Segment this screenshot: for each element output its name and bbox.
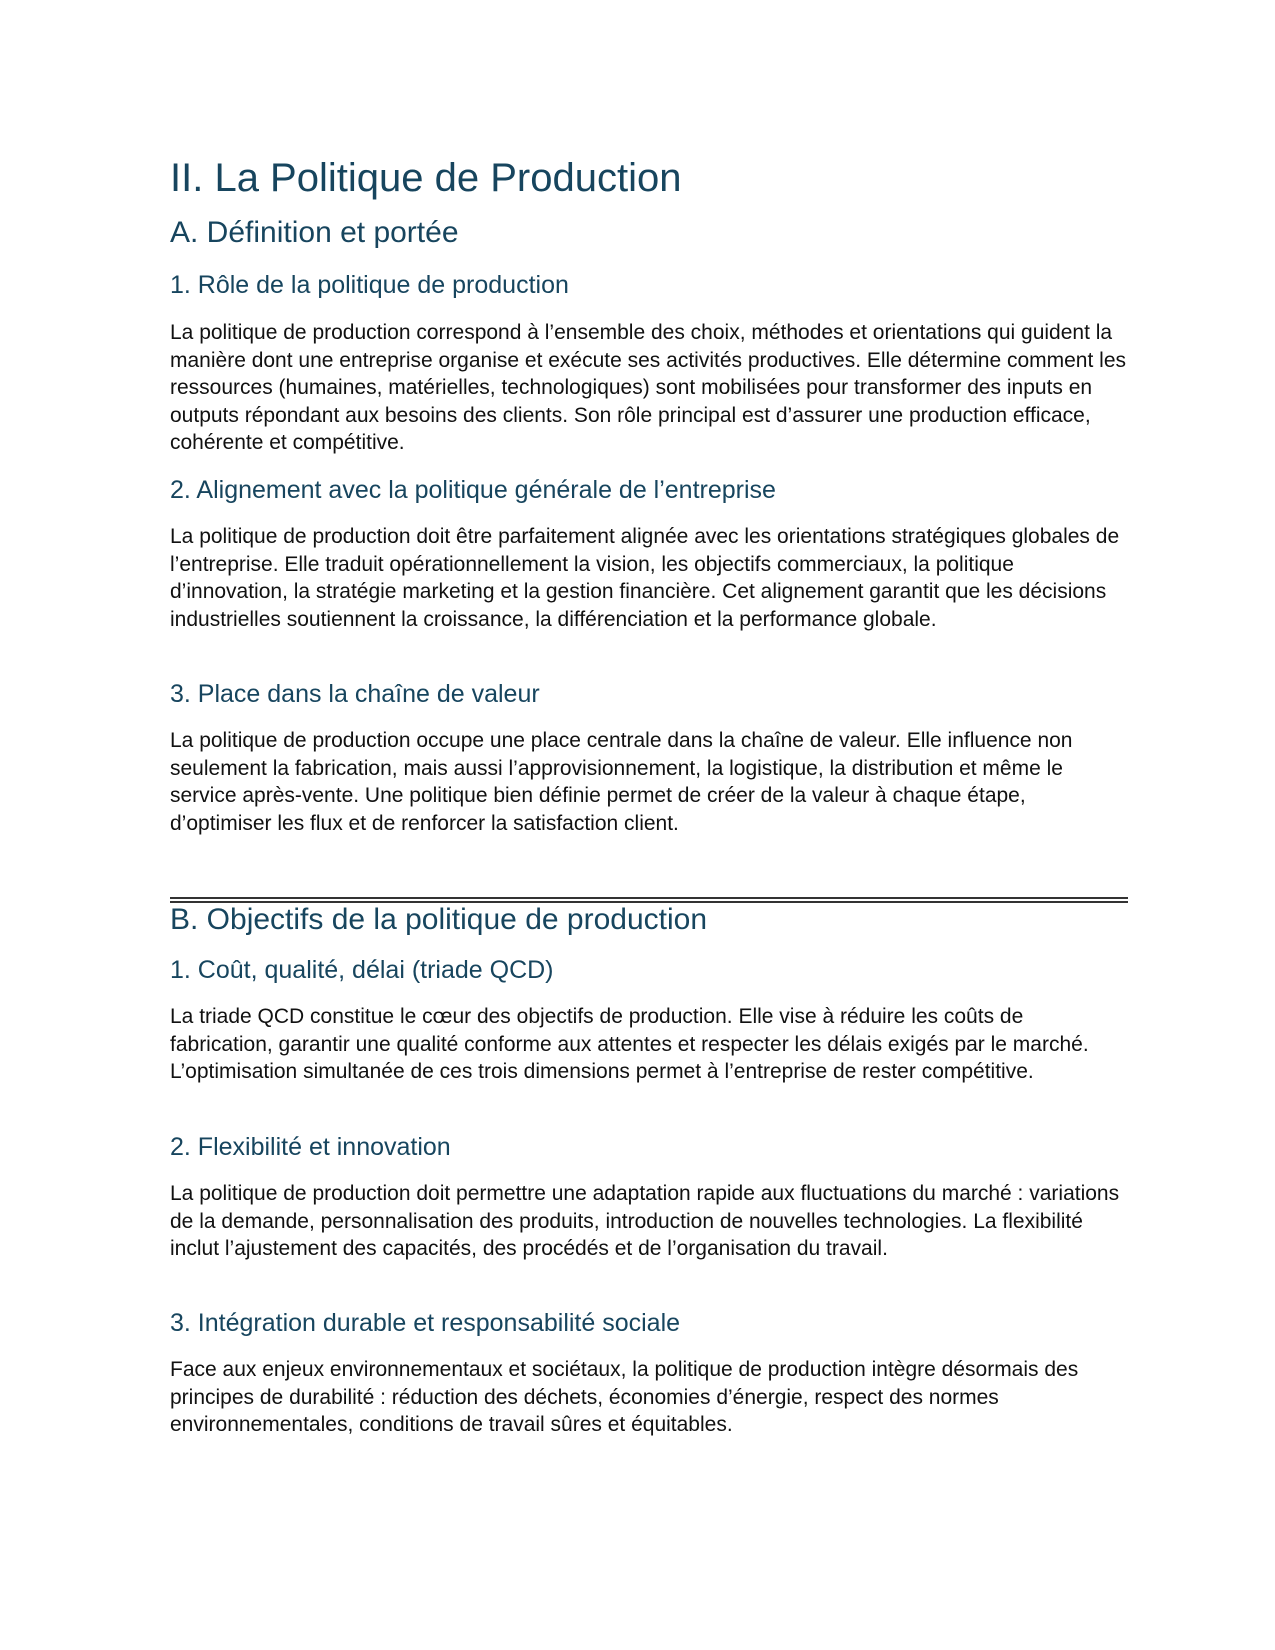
paragraph: La politique de production doit être parfaitement alignée avec les orientations stratégiques globales de l’entreprise. Elle traduit opérationnellement la vision, les objectifs commerciaux, la politique d’innovation, la stratégie marketing et la gestion financière. Cet alignement garantit que les décisions industrielles soutiennent la croissance, la différenciation et la performance globale. <box>170 525 1120 631</box>
subsection-heading: 1. Coût, qualité, délai (triade QCD) <box>170 956 554 984</box>
subsection-heading: 3. Intégration durable et responsabilité sociale <box>170 1309 681 1337</box>
subsection-heading: 2. Alignement avec la politique générale de l’entreprise <box>170 476 776 504</box>
paragraph: La politique de production doit permettre une adaptation rapide aux fluctuations du marché : variations de la demande, personnalisation des produits, introduction de nouvelles technologies. La flexibilité inclut l’ajustement des capacités, des procédés et de l’organisation du travail. <box>170 1182 1120 1261</box>
page-title: II. La Politique de Production <box>170 156 682 200</box>
subsection-heading: 1. Rôle de la politique de production <box>170 271 569 299</box>
paragraph: La politique de production occupe une place centrale dans la chaîne de valeur. Elle influence non seulement la fabrication, mais aussi l’approvisionnement, la logistique, la distribution et même le service après-vente. Une politique bien définie permet de créer de la valeur à chaque étape, d’optimiser les flux et de renforcer la satisfaction client. <box>170 729 1073 835</box>
section-a-heading: A. Définition et portée <box>170 216 459 249</box>
subsection-heading: 3. Place dans la chaîne de valeur <box>170 680 540 708</box>
paragraph: Face aux enjeux environnementaux et sociétaux, la politique de production intègre désormais des principes de durabilité : réduction des déchets, économies d’énergie, respect des normes environnementales, conditions de travail sûres et équitables. <box>170 1358 1079 1437</box>
paragraph: La triade QCD constitue le cœur des objectifs de production. Elle vise à réduire les coûts de fabrication, garantir une qualité conforme aux attentes et respecter les délais exigés par le marché. L’optimisation simultanée de ces trois dimensions permet à l’entreprise de rester compétitive. <box>170 1005 1089 1084</box>
paragraph: La politique de production correspond à l’ensemble des choix, méthodes et orientations qui guident la manière dont une entreprise organise et exécute ses activités productives. Elle détermine comment les ressources (humaines, matérielles, technologiques) sont mobilisées pour transformer des inputs en outputs répondant aux besoins des clients. Son rôle principal est d’assurer une production efficace, cohérente et compétitive. <box>170 321 1126 455</box>
section-b-heading: B. Objectifs de la politique de production <box>170 903 707 936</box>
subsection-heading: 2. Flexibilité et innovation <box>170 1133 451 1161</box>
